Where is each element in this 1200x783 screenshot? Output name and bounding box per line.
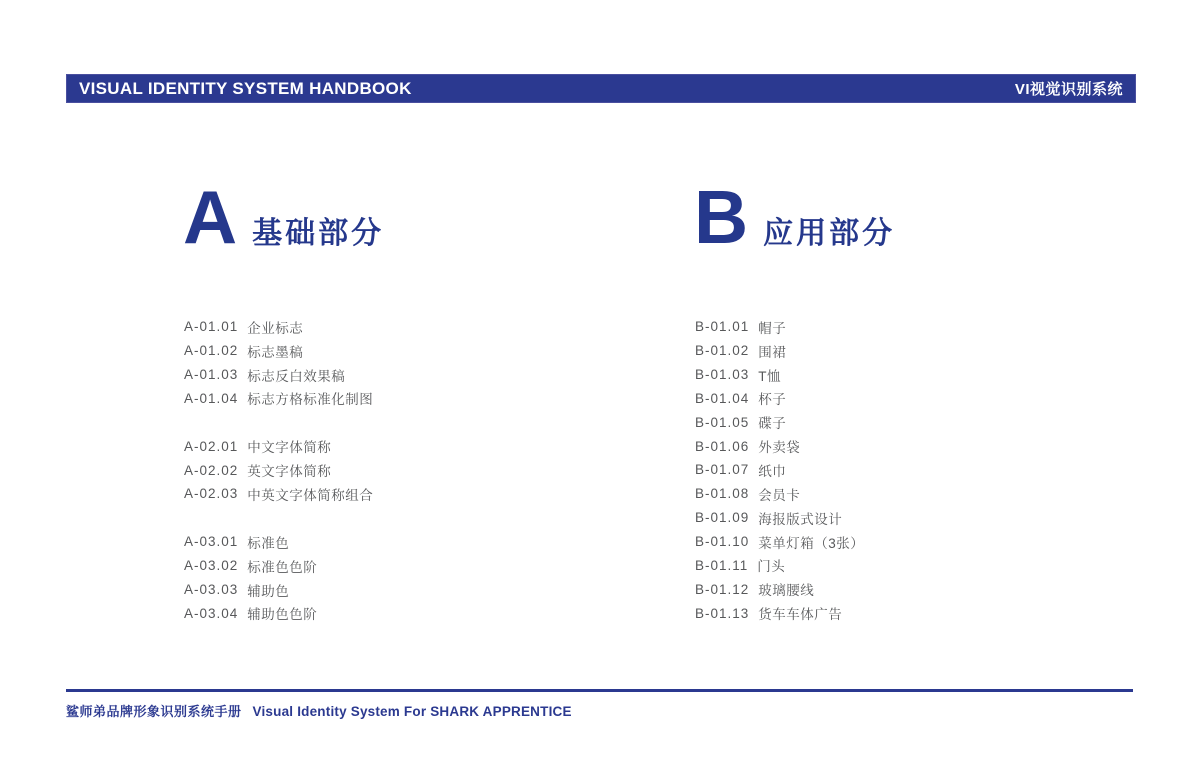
toc-item xyxy=(184,482,373,506)
toc-item-label: 玻璃腰线 xyxy=(758,583,815,599)
handbook-title: VISUAL IDENTITY SYSTEM HANDBOOK xyxy=(79,78,412,98)
toc-item-label: 标志反白效果稿 xyxy=(247,368,346,384)
toc-item-code: B-01.09 xyxy=(695,510,750,526)
toc-item-label: 辅助色 xyxy=(247,583,290,599)
toc-item-label: 标准色色阶 xyxy=(247,559,318,575)
toc-item-label: 中英文字体简称组合 xyxy=(247,487,374,503)
toc-item-code: A-02.03 xyxy=(184,486,239,502)
toc-item-label: 英文字体简称 xyxy=(247,464,332,480)
toc-item-label: 菜单灯箱（3张） xyxy=(758,535,865,551)
toc-item-label: 企业标志 xyxy=(247,320,304,336)
section-letter: A xyxy=(183,175,238,259)
toc-item-code: B-01.13 xyxy=(695,605,750,621)
toc-item xyxy=(695,387,864,411)
toc-item-code: B-01.06 xyxy=(695,438,750,454)
toc-item-code: B-01.01 xyxy=(695,319,750,335)
vi-system-label: VI视觉识别系统 xyxy=(1014,81,1123,98)
toc-item-label: 碟子 xyxy=(758,416,787,432)
toc-item-code: A-01.02 xyxy=(184,343,239,359)
toc-item xyxy=(695,577,864,601)
toc-item-label: 标志墨稿 xyxy=(247,344,304,360)
toc-item-label: 围裙 xyxy=(758,344,787,360)
toc-group xyxy=(184,434,373,506)
section-letter: B xyxy=(694,175,749,259)
toc-item-code: A-03.01 xyxy=(184,534,239,550)
toc-section xyxy=(694,0,1174,783)
footer-text xyxy=(66,701,572,720)
toc-item-label: 门头 xyxy=(757,559,786,575)
toc-section xyxy=(183,0,663,783)
toc-item xyxy=(695,553,864,577)
toc-item-label: 货车车体广告 xyxy=(758,607,843,623)
toc-item xyxy=(695,363,864,387)
toc-item-label: 辅助色色阶 xyxy=(247,607,318,623)
toc-item-label: 中文字体简称 xyxy=(247,440,332,456)
section-heading xyxy=(183,176,384,259)
toc-item xyxy=(184,554,373,578)
toc-item-code: B-01.12 xyxy=(695,581,750,597)
toc-item xyxy=(184,315,373,339)
toc-item-code: B-01.11 xyxy=(695,557,749,573)
toc-item-code: B-01.02 xyxy=(695,343,750,359)
toc-item xyxy=(184,339,373,363)
section-list xyxy=(184,315,373,625)
footer-rule xyxy=(66,689,1133,692)
toc-item xyxy=(695,506,864,530)
toc-item xyxy=(184,601,373,625)
toc-item xyxy=(695,482,864,506)
toc-item-label: 会员卡 xyxy=(758,487,801,503)
toc-item-code: B-01.04 xyxy=(695,390,750,406)
toc-item-code: A-03.03 xyxy=(184,582,239,598)
toc-item-label: 标准色 xyxy=(247,535,290,551)
toc-item xyxy=(695,315,864,339)
toc-item xyxy=(184,387,373,411)
section-title: 应用部分 xyxy=(763,217,896,250)
toc-item-code: A-03.02 xyxy=(184,558,239,574)
toc-item-code: A-01.04 xyxy=(184,390,239,406)
section-title: 基础部分 xyxy=(252,217,385,250)
section-heading xyxy=(694,176,895,259)
toc-item-code: A-02.01 xyxy=(184,438,239,454)
toc-item xyxy=(184,530,373,554)
toc-group xyxy=(184,530,373,625)
toc-item xyxy=(695,339,864,363)
toc-item-label: 杯子 xyxy=(758,392,787,408)
toc-item-label: 标志方格标准化制图 xyxy=(247,392,374,408)
toc-item xyxy=(184,434,373,458)
toc-item-label: T恤 xyxy=(758,368,782,384)
toc-item-code: B-01.03 xyxy=(695,367,750,383)
toc-item-code: A-03.04 xyxy=(184,605,239,621)
toc-item xyxy=(695,458,864,482)
toc-item xyxy=(184,458,373,482)
toc-item-code: B-01.10 xyxy=(695,534,750,550)
toc-item xyxy=(695,410,864,434)
toc-item xyxy=(184,578,373,602)
toc-item-label: 海报版式设计 xyxy=(758,511,843,527)
toc-item-code: B-01.08 xyxy=(695,486,750,502)
toc-item-code: A-02.02 xyxy=(184,462,239,478)
section-list xyxy=(695,315,864,625)
toc-item xyxy=(184,363,373,387)
footer-brand-en: Visual Identity System For SHARK APPRENTICE xyxy=(252,704,572,719)
toc-item-code: B-01.05 xyxy=(695,414,750,430)
toc-item xyxy=(695,434,864,458)
toc-item-code: A-01.01 xyxy=(184,319,239,335)
toc-group xyxy=(695,315,864,625)
toc-item xyxy=(695,601,864,625)
toc-item-code: B-01.07 xyxy=(695,462,750,478)
footer-brand-cn: 鲨师弟品牌形象识别系统手册 xyxy=(66,704,242,719)
toc-item xyxy=(695,530,864,554)
toc-group xyxy=(184,315,373,410)
toc-item-code: A-01.03 xyxy=(184,367,239,383)
toc-item-label: 帽子 xyxy=(758,320,787,336)
toc-item-label: 纸巾 xyxy=(758,463,787,479)
toc-item-label: 外卖袋 xyxy=(758,440,801,456)
